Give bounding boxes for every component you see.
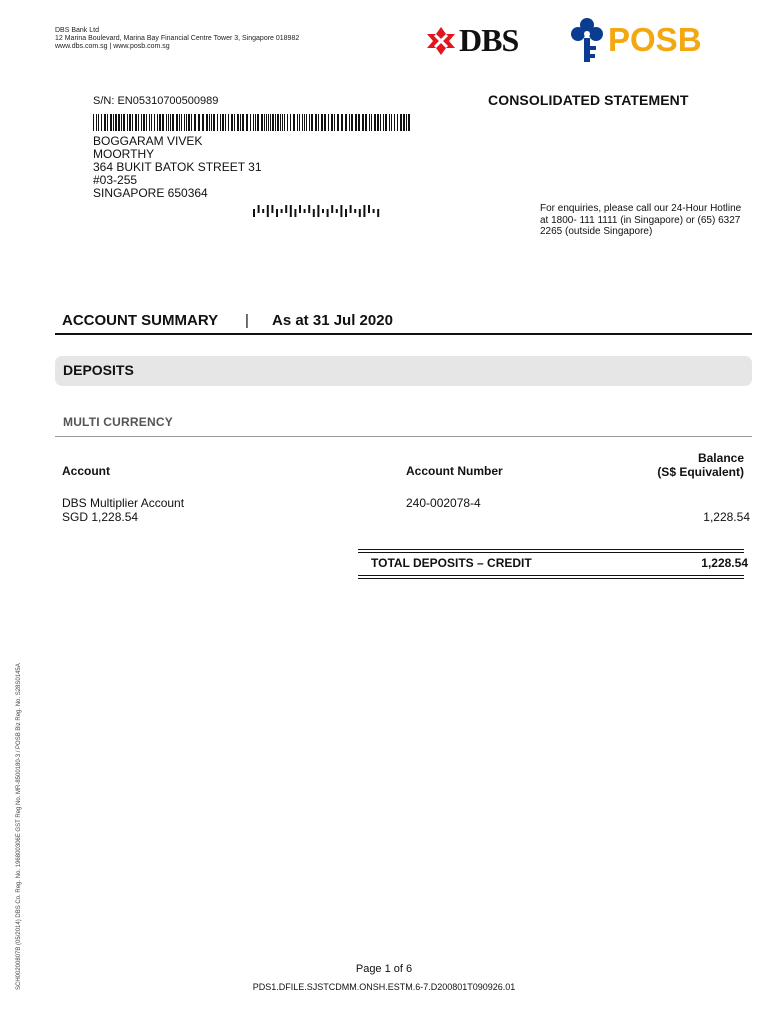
address-line: BOGGARAM VIVEK xyxy=(93,134,203,148)
postcode-barcode-graphic xyxy=(253,201,383,221)
total-bottom-rule-2 xyxy=(358,578,744,579)
dbs-logo xyxy=(426,24,536,58)
multi-currency-label: MULTI CURRENCY xyxy=(63,415,173,429)
bank-websites: www.dbs.com.sg | www.posb.com.sg xyxy=(55,43,170,50)
total-top-rule-2 xyxy=(358,552,744,553)
postcode-barcode xyxy=(253,201,383,221)
summary-date: As at 31 Jul 2020 xyxy=(272,312,393,329)
dbs-logo-text: DBS xyxy=(459,22,519,58)
enquiries-text: For enquiries, please call our 24-Hour Hotline at 1800- 111 1111 (in Singapore) or (65) 6327 2265 (outside Singapore) xyxy=(540,203,742,237)
account-balance: 1,228.54 xyxy=(703,510,750,524)
bank-name: DBS Bank Ltd xyxy=(55,27,99,34)
page-number: Page 1 of 6 xyxy=(355,963,413,975)
col-account-number: Account Number xyxy=(406,464,503,478)
total-top-rule-1 xyxy=(358,549,744,550)
col-balance-line1: Balance xyxy=(697,451,744,465)
address-line: SINGAPORE 650364 xyxy=(93,186,208,200)
col-account: Account xyxy=(62,464,110,478)
statement-title: CONSOLIDATED STATEMENT xyxy=(488,92,689,108)
deposits-title: DEPOSITS xyxy=(63,362,134,378)
summary-divider xyxy=(55,333,752,335)
address-line: 364 BUKIT BATOK STREET 31 xyxy=(93,160,262,174)
posb-key-icon xyxy=(570,16,604,64)
account-summary-title: ACCOUNT SUMMARY xyxy=(62,312,219,329)
document-code: PDS1.DFILE.SJSTCDMM.ONSH.ESTM.6-7.D200801T090926.01 xyxy=(252,982,516,992)
account-name: DBS Multiplier Account xyxy=(62,496,185,510)
side-registration-note: SCH00200807B (05/2014) DBS Co. Reg. No. 196800306E GST Reg No. MR-8500180-3 / POSB Biz Reg. No. S28S0145A xyxy=(16,663,22,990)
category-divider xyxy=(55,436,752,437)
dbs-star-icon xyxy=(426,26,456,56)
summary-separator: | xyxy=(245,312,249,329)
bank-address: 12 Marina Boulevard, Marina Bay Financial Centre Tower 3, Singapore 018982 xyxy=(55,35,300,42)
address-line: #03-255 xyxy=(93,173,138,187)
mail-barcode xyxy=(93,114,410,131)
posb-logo-text: POSB xyxy=(608,21,702,58)
posb-logo xyxy=(570,16,720,66)
recipient-address xyxy=(93,135,262,200)
account-currency-amount: SGD 1,228.54 xyxy=(62,510,139,524)
total-deposits-value: 1,228.54 xyxy=(701,556,748,570)
col-balance-line2: (S$ Equivalent) xyxy=(657,465,744,479)
account-number: 240-002078-4 xyxy=(406,496,481,510)
address-line: MOORTHY xyxy=(93,147,155,161)
mail-barcode-graphic xyxy=(93,114,410,131)
deposits-section-bar xyxy=(55,356,752,386)
serial-number: S/N: EN05310700500989 xyxy=(93,95,219,107)
total-deposits-label: TOTAL DEPOSITS – CREDIT xyxy=(371,556,532,570)
total-bottom-rule-1 xyxy=(358,575,744,576)
col-balance xyxy=(657,451,744,479)
